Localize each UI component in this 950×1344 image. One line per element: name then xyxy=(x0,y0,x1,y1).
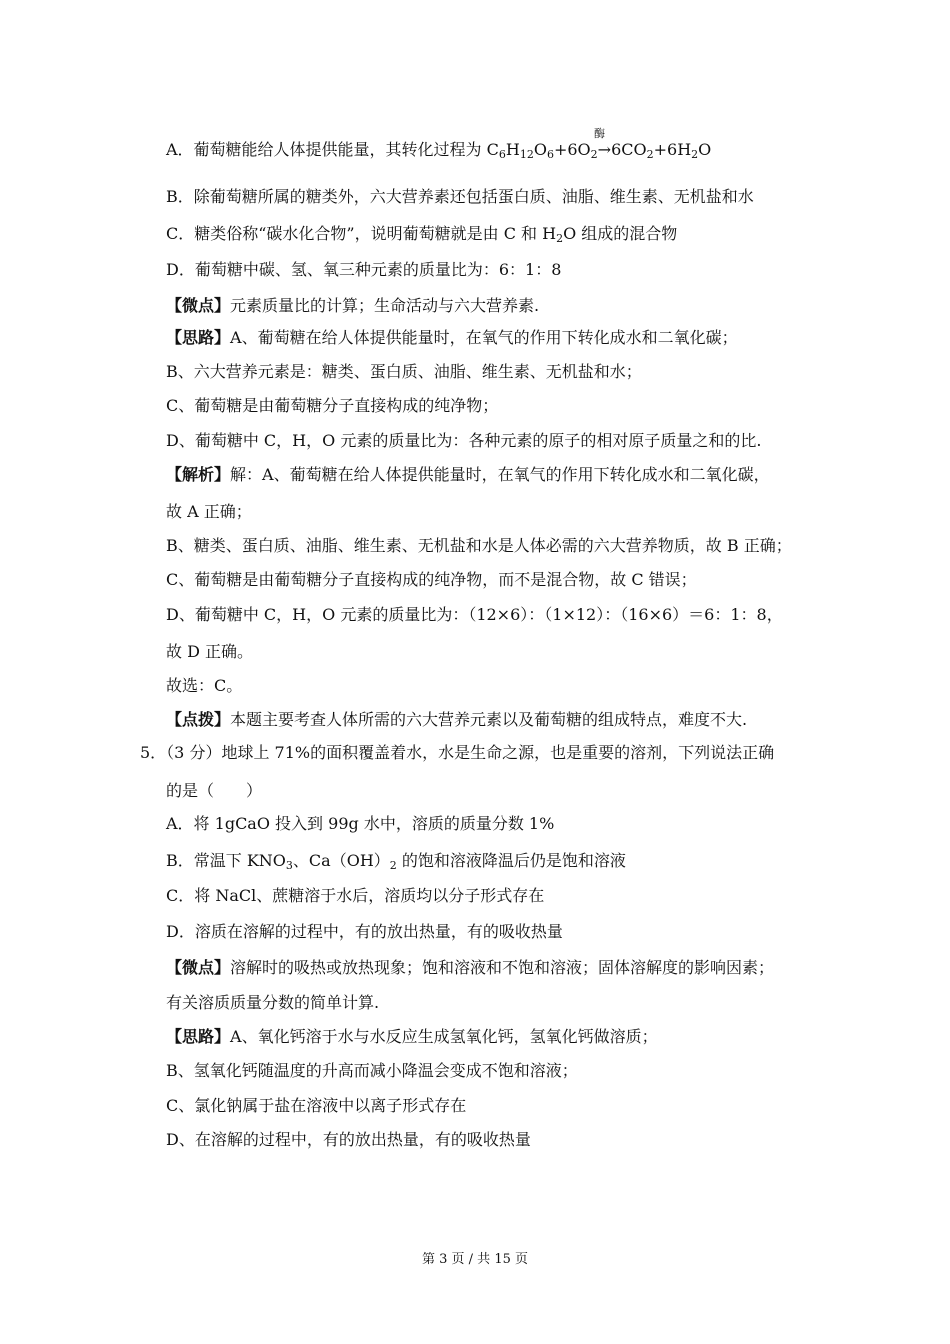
q5-silu-0: 【思路】A、氧化钙溶于水与水反应生成氢氧化钙，氢氧化钙做溶质； xyxy=(166,1027,658,1046)
q4-jiexi-1: 故 A 正确； xyxy=(166,502,252,521)
q4-dianbo: 【点拨】本题主要考查人体所需的六大营养元素以及葡萄糖的组成特点，难度不大. xyxy=(166,710,748,729)
q4-option-d: D．葡萄糖中碳、氢、氧三种元素的质量比为：6：1：8 xyxy=(166,260,562,279)
q4-silu-3: D、葡萄糖中 C，H，O 元素的质量比为：各种元素的原子的相对原子质量之和的比. xyxy=(166,431,762,450)
q5-silu-2: C、氯化钠属于盐在溶液中以离子形式存在 xyxy=(166,1096,467,1115)
q4-option-b: B．除葡萄糖所属的糖类外，六大营养素还包括蛋白质、油脂、维生素、无机盐和水 xyxy=(166,187,754,206)
q5-option-a: A．将 1gCaO 投入到 99g 水中，溶质的质量分数 1% xyxy=(166,814,555,833)
q4-jiexi-5: 故 D 正确。 xyxy=(166,642,254,661)
q5-stem-cont: 的是（ ） xyxy=(166,781,263,800)
q4-weidian: 【微点】元素质量比的计算；生命活动与六大营养素. xyxy=(166,296,540,315)
q5-silu-1: B、氢氧化钙随温度的升高而减小降温会变成不饱和溶液； xyxy=(166,1061,578,1080)
q4-jiexi-2: B、糖类、蛋白质、油脂、维生素、无机盐和水是人体必需的六大营养物质，故 B 正确； xyxy=(166,536,792,555)
page-footer: 第 3 页 / 共 15 页 xyxy=(422,1252,528,1267)
q5-option-b: B．常温下 $KNO_3$、$Ca(OH)_2$ 的饱和溶液降温后仍是饱和溶液 xyxy=(166,851,626,872)
enzyme-label: 酶 xyxy=(594,127,605,140)
q5-stem: 5．（3 分）地球上 71%的面积覆盖着水，水是生命之源，也是重要的溶剂，下列说法正确 xyxy=(140,743,775,762)
q5-weidian-cont: 有关溶质质量分数的简单计算. xyxy=(166,993,380,1012)
q5-option-d: D．溶质在溶解的过程中，有的放出热量，有的吸收热量 xyxy=(166,922,563,941)
q4-jiexi-4: D、葡萄糖中 C，H，O 元素的质量比为：（12×6）：（1×12）：（16×6）＝6：1：8， xyxy=(166,605,783,624)
q4-silu-0: 【思路】A、葡萄糖在给人体提供能量时，在氧气的作用下转化成水和二氧化碳； xyxy=(166,328,738,347)
q4-jiexi-3: C、葡萄糖是由葡萄糖分子直接构成的纯净物，而不是混合物，故 C 错误； xyxy=(166,570,697,589)
reaction-arrow: → xyxy=(597,140,612,159)
q4-jiexi-6: 故选：C。 xyxy=(166,676,243,695)
q4-silu-2: C、葡萄糖是由葡萄糖分子直接构成的纯净物； xyxy=(166,396,499,415)
q4-option-a: A．葡萄糖能给人体提供能量，其转化过程为 $C_6H_{12}O_6+6O_2\to 6CO_2+6H_2O$ xyxy=(166,140,712,161)
q5-silu-3: D、在溶解的过程中，有的放出热量，有的吸收热量 xyxy=(166,1130,531,1149)
q4-silu-1: B、六大营养元素是：糖类、蛋白质、油脂、维生素、无机盐和水； xyxy=(166,362,642,381)
q4-jiexi-0: 【解析】解：A、葡萄糖在给人体提供能量时，在氧气的作用下转化成水和二氧化碳， xyxy=(166,465,770,484)
q5-weidian: 【微点】溶解时的吸热或放热现象；饱和溶液和不饱和溶液；固体溶解度的影响因素； xyxy=(166,958,775,977)
q4-option-c: C．糖类俗称“碳水化合物”，说明葡萄糖就是由 C 和 $H_2O$ 组成的混合物 xyxy=(166,224,678,245)
q5-option-c: C．将 NaCl、蔗糖溶于水后，溶质均以分子形式存在 xyxy=(166,886,545,905)
